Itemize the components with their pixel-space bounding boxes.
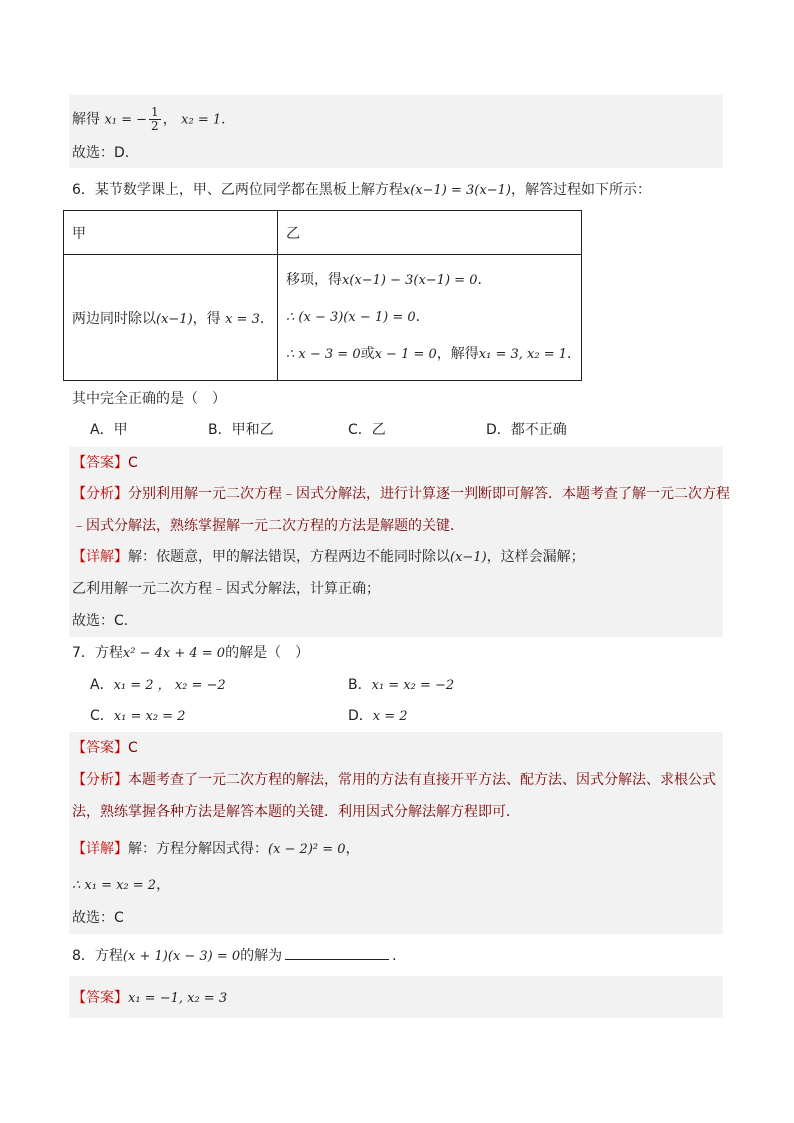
q6-stem-text: 6．某节数学课上，甲、乙两位同学都在黑板上解方程 (72, 182, 403, 198)
yi-line1-expr: x(x−1) − 3(x−1) = 0 (342, 273, 478, 288)
q8-answer: x₁ = −1, x₂ = 3 (128, 991, 228, 1006)
q7-stem (72, 643, 309, 664)
x2-value: x₂ = 1 (181, 112, 222, 128)
detail-label: 【详解】 (72, 841, 128, 857)
analysis-text: 本题考查了一元二次方程的解法，常用的方法有直接开平方法、配方法、因式分解法、求根公式 (128, 772, 716, 788)
option-expr: x₁ = x₂ = −2 (371, 678, 455, 693)
yi-solution (278, 270, 581, 365)
q6-solution-block (69, 447, 723, 637)
yi-line3-expr-a: ∴ x − 3 = 0 (286, 347, 361, 362)
analysis-label: 【分析】 (72, 486, 128, 502)
q6-detail-line-2: 乙利用解一元二次方程﹣因式分解法，计算正确； (72, 581, 380, 597)
detail-expr: (x−1) (450, 550, 487, 565)
yi-line-3: ∴ x − 3 = 0或x − 1 = 0，解得x₁ = 3, x₂ = 1． (286, 346, 582, 362)
table-header-yi (278, 211, 582, 255)
option-letter: A． (90, 677, 114, 693)
yi-line-1: 移项，得x(x−1) − 3(x−1) = 0． (286, 272, 492, 288)
header-jia-text: 甲 (72, 225, 86, 242)
answer-blank[interactable] (285, 945, 389, 960)
q6-equation: x(x−1) = 3(x−1) (402, 183, 511, 198)
solve-text: 解得 (72, 111, 100, 128)
q7-stem-tail: 的解是（ ） (225, 645, 310, 661)
option-letter: D． (348, 708, 373, 724)
q6-question: 其中完全正确的是（ ） (72, 391, 226, 407)
q8-stem-mid: 的解为 (240, 948, 283, 964)
q8-equation: (x + 1)(x − 3) = 0 (122, 949, 241, 964)
q6-option-c: C．乙 (348, 422, 386, 438)
prev-choice: 故选：D. (72, 145, 130, 161)
q8-stem-tail: ． (392, 948, 407, 964)
option-letter: C． (90, 708, 114, 724)
q7-choice: 故选：C (72, 910, 124, 926)
detail-text-tail: ， (345, 841, 360, 857)
q7-answer-line (72, 738, 138, 758)
yi-line3-or: 或 (360, 346, 375, 362)
table-cell-jia (64, 255, 278, 381)
q6-answer: C (128, 455, 138, 471)
q7-stem-text: 7．方程 (72, 645, 123, 661)
jia-result: x = 3 (225, 311, 260, 327)
detail-expr: ∴ x₁ = x₂ = 2 (72, 878, 157, 893)
x1-value: x₁ = − (104, 112, 148, 128)
q6-stem-tail: ，解答过程如下所示： (510, 182, 651, 198)
yi-line3-expr-c: x − 1 = 0 (374, 347, 437, 362)
q6-option-b: B．甲和乙 (208, 422, 274, 438)
q7-option-d (348, 706, 408, 727)
jia-divisor: (x−1) (156, 311, 193, 327)
q7-detail-line-2 (72, 875, 170, 896)
answer-label: 【答案】 (72, 740, 128, 756)
detail-text: 解：依题意，甲的解法错误，方程两边不能同时除以 (128, 549, 450, 565)
fraction-numerator: 1 (151, 105, 159, 119)
q6-choice: 故选：C. (72, 613, 129, 629)
fraction (149, 106, 161, 133)
q7-solution-block (69, 732, 723, 934)
q6-answer-line (72, 453, 138, 473)
q7-option-a (90, 675, 226, 696)
q6-option-a: A．甲 (90, 422, 128, 438)
q8-stem-text: 8．方程 (72, 948, 123, 964)
analysis-text: 分别利用解一元二次方程﹣因式分解法，进行计算逐一判断即可解答．本题考查了解一元二次方程 (128, 486, 730, 502)
jia-solution: 两边同时除以(x−1)，得 x = 3． (72, 310, 274, 327)
detail-text-tail: ，这样会漏解； (486, 549, 585, 565)
yi-line-2: ∴ (x − 3)(x − 1) = 0． (286, 309, 430, 325)
fraction-denominator: 2 (151, 119, 159, 133)
jia-text-c: ，得 (192, 310, 221, 327)
q6-analysis-line-2: ﹣因式分解法，熟练掌握解一元二次方程的方法是解题的关键． (72, 518, 464, 534)
q8-answer-line (72, 988, 227, 1009)
prev-solve-line: 解得 x₁ = − $\frac{1}{2}$ ， x₂ = 1． (72, 105, 236, 133)
yi-line3-text: ，解得 (436, 346, 479, 362)
detail-text: 解：方程分解因式得： (128, 841, 268, 857)
table-header-jia (64, 211, 278, 255)
q7-analysis-line-1 (72, 770, 716, 790)
q6-analysis-line-1 (72, 484, 730, 504)
detail-label: 【详解】 (72, 549, 128, 565)
q7-analysis-line-2: 法，熟练掌握各种方法是解答本题的关键．利用因式分解法解方程即可． (72, 804, 520, 820)
yi-line1-text: 移项，得 (286, 272, 342, 288)
q6-detail-line-1 (72, 547, 585, 568)
q7-answer: C (128, 740, 138, 756)
q7-equation: x² − 4x + 4 = 0 (122, 646, 226, 661)
q7-option-b (348, 675, 454, 696)
answer-label: 【答案】 (72, 990, 128, 1006)
yi-line2-expr: ∴ (x − 3)(x − 1) = 0 (286, 310, 416, 325)
answer-label: 【答案】 (72, 455, 128, 471)
header-yi-text: 乙 (286, 225, 300, 242)
yi-line3-roots: x₁ = 3, x₂ = 1 (478, 347, 568, 362)
q8-stem (72, 945, 406, 967)
option-expr: x₁ = x₂ = 2 (113, 709, 186, 724)
q7-detail-line-1 (72, 839, 360, 860)
option-letter: B． (348, 677, 372, 693)
q6-stem (72, 180, 651, 201)
detail-expr: (x − 2)² = 0 (268, 842, 346, 857)
detail-text-tail: ， (156, 877, 171, 893)
table-cell-yi (278, 255, 582, 381)
option-expr: x = 2 (372, 709, 408, 724)
q6-option-d: D．都不正确 (486, 422, 567, 438)
option-expr: x₁ = 2 ， x₂ = −2 (113, 678, 226, 693)
jia-text-a: 两边同时除以 (72, 310, 156, 327)
analysis-label: 【分析】 (72, 772, 128, 788)
q7-option-c (90, 706, 185, 727)
solution-table (63, 210, 582, 381)
